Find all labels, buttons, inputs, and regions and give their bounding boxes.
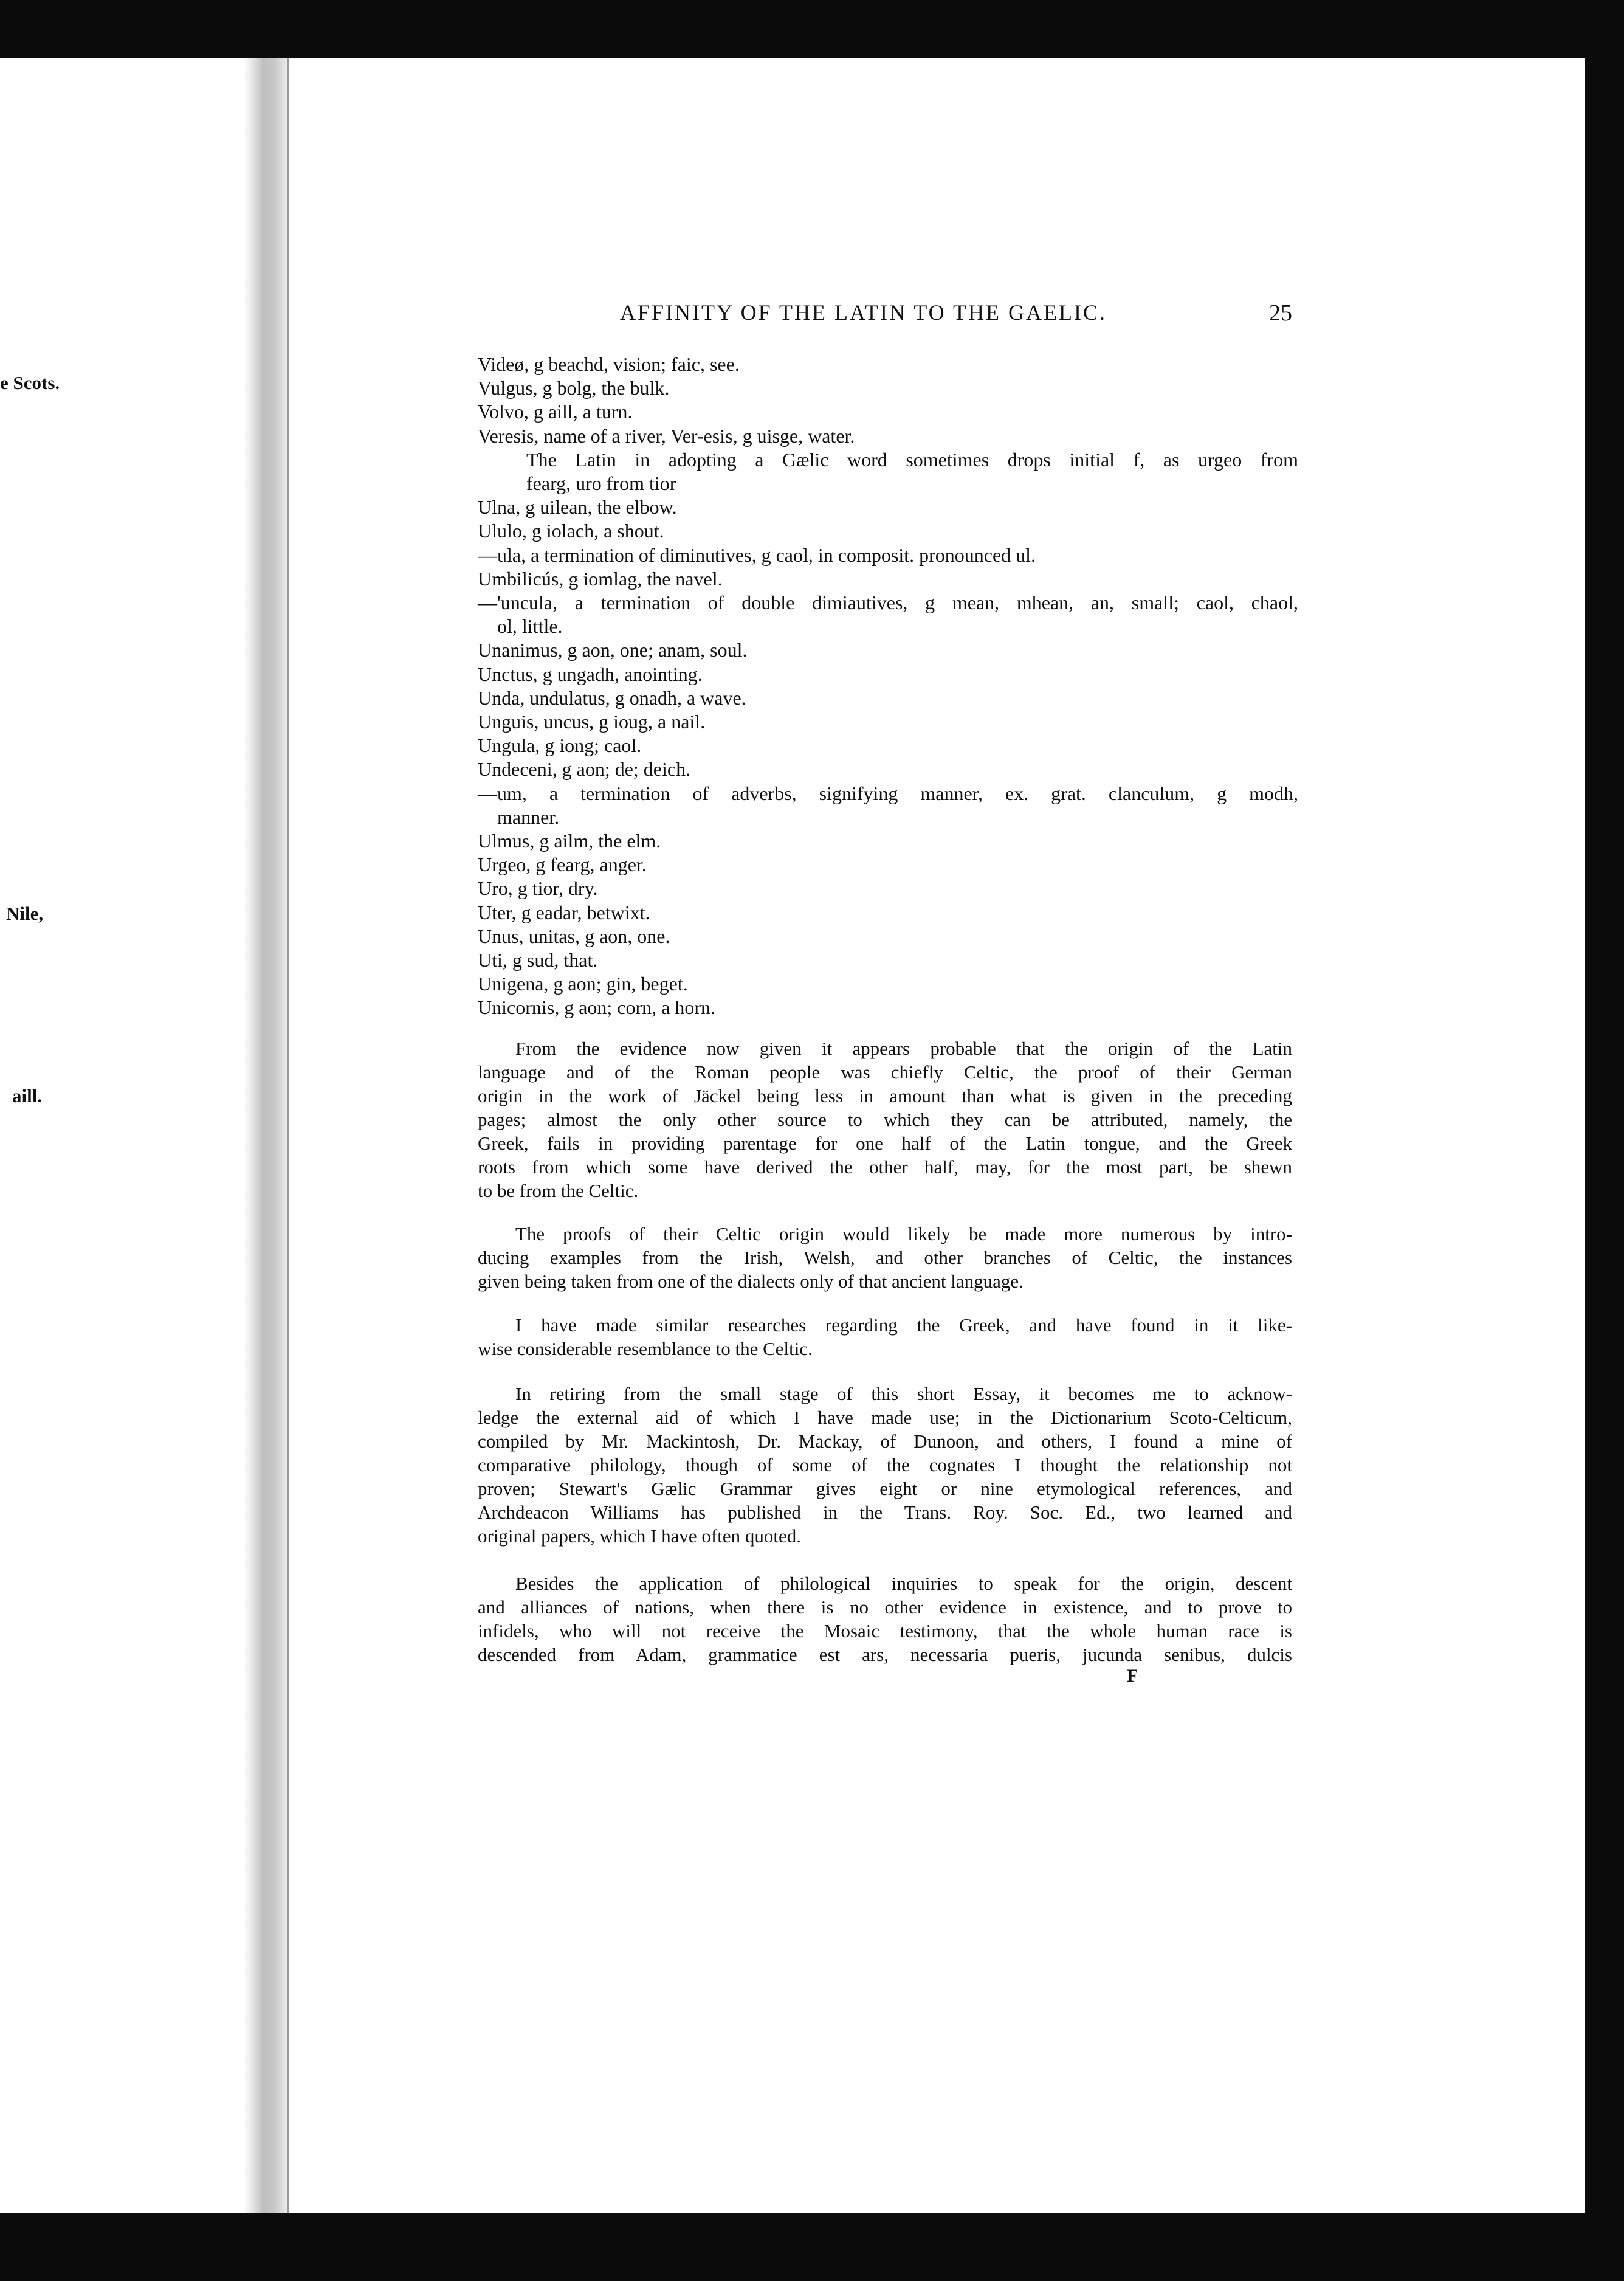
glossary-entry: Urgeo, g fearg, anger. bbox=[478, 854, 647, 876]
glossary-entry: Videø, g beachd, vision; faic, see. bbox=[478, 353, 740, 375]
paragraph-line: Greek, fails in providing parentage for one half of the Latin tongue, and the Greek bbox=[478, 1133, 1292, 1154]
paragraph-line: wise considerable resemblance to the Celtic. bbox=[478, 1338, 813, 1359]
glossary-note: The Latin in adopting a Gælic word sometimes drops initial f, as urgeo from bbox=[526, 448, 1298, 471]
paragraph-philology-uses bbox=[478, 1572, 1292, 1666]
scan-border-right bbox=[1585, 0, 1624, 2281]
signature-mark: F bbox=[1127, 1666, 1138, 1686]
paragraph-line: given being taken from one of the dialects only of that ancient language. bbox=[478, 1271, 1024, 1292]
glossary-entry: Unguis, uncus, g ioug, a nail. bbox=[478, 711, 706, 733]
paragraph-line: infidels, who will not receive the Mosaic testimony, that the whole human race is bbox=[478, 1620, 1292, 1641]
glossary-entry: manner. bbox=[497, 806, 560, 828]
glossary-entry: Volvo, g aill, a turn. bbox=[478, 401, 633, 423]
paragraph-line: origin in the work of Jäckel being less in amount than what is given in the preceding bbox=[478, 1085, 1292, 1106]
glossary-entry: Uro, g tior, dry. bbox=[478, 877, 598, 900]
glossary-entry: Unus, unitas, g aon, one. bbox=[478, 925, 670, 947]
paragraph-line: I have made similar researches regarding the Greek, and have found in it like- bbox=[515, 1314, 1292, 1336]
scan-border-bottom bbox=[0, 2213, 1624, 2281]
glossary-entry: Umbilicús, g iomlag, the navel. bbox=[478, 567, 723, 590]
paragraph-line: From the evidence now given it appears probable that the origin of the Latin bbox=[515, 1038, 1292, 1059]
glossary-entry: Unigena, g aon; gin, beget. bbox=[478, 973, 688, 995]
glossary-entry: —ula, a termination of diminutives, g caol, in composit. pronounced ul. bbox=[478, 544, 1036, 566]
glossary-entry: Uter, g eadar, betwixt. bbox=[478, 901, 650, 923]
book-gutter-line bbox=[287, 58, 289, 2213]
paragraph-line: compiled by Mr. Mackintosh, Dr. Mackay, of Dunoon, and others, I found a mine of bbox=[478, 1430, 1292, 1452]
book-spine-shadow bbox=[243, 58, 289, 2213]
paragraph-line: proven; Stewart's Gælic Grammar gives eight or nine etymological references, and bbox=[478, 1478, 1292, 1499]
paragraph-acknowledgements bbox=[478, 1382, 1292, 1548]
left-page-fragment: e Scots. bbox=[0, 372, 60, 393]
paragraph-line: The proofs of their Celtic origin would likely be made more numerous by intro- bbox=[515, 1223, 1292, 1244]
glossary bbox=[478, 353, 1298, 1020]
scan-border-top bbox=[0, 0, 1624, 58]
glossary-entry: Veresis, name of a river, Ver-esis, g uisge, water. bbox=[478, 424, 855, 447]
paragraph-line: Besides the application of philological inquiries to speak for the origin, descent bbox=[515, 1573, 1292, 1594]
glossary-entry: Unicornis, g aon; corn, a horn. bbox=[478, 996, 716, 1019]
paragraph-line: ducing examples from the Irish, Welsh, and other branches of Celtic, the instances bbox=[478, 1247, 1292, 1268]
paragraph-line: roots from which some have derived the other half, may, for the most part, be shewn bbox=[478, 1156, 1292, 1178]
paragraph-line: descended from Adam, grammatice est ars, necessaria pueris, jucunda senibus, dulcis bbox=[478, 1644, 1292, 1665]
glossary-entry: Ulmus, g ailm, the elm. bbox=[478, 830, 661, 852]
glossary-entry: Unanimus, g aon, one; anam, soul. bbox=[478, 639, 748, 661]
paragraph-line: In retiring from the small stage of this short Essay, it becomes me to acknow- bbox=[515, 1383, 1292, 1404]
paragraph-celtic-proofs bbox=[478, 1222, 1292, 1293]
left-page-fragment: aill. bbox=[12, 1085, 43, 1106]
paragraph-line: pages; almost the only other source to which they can be attributed, namely, the bbox=[478, 1109, 1292, 1130]
glossary-entry: Ulna, g uilean, the elbow. bbox=[478, 496, 677, 519]
paragraph-line: original papers, which I have often quoted. bbox=[478, 1525, 801, 1547]
glossary-entry: Ungula, g iong; caol. bbox=[478, 734, 642, 757]
paragraph-line: Archdeacon Williams has published in the Trans. Roy. Soc. Ed., two learned and bbox=[478, 1502, 1292, 1523]
paragraph-conclusion bbox=[478, 1037, 1292, 1203]
glossary-entry: Unda, undulatus, g onadh, a wave. bbox=[478, 686, 746, 709]
glossary-entry: Undeceni, g aon; de; deich. bbox=[478, 758, 691, 781]
paragraph-line: comparative philology, though of some of the cognates I thought the relationship not bbox=[478, 1454, 1292, 1475]
page-number: 25 bbox=[1269, 300, 1292, 326]
running-head: AFFINITY OF THE LATIN TO THE GAELIC. bbox=[620, 300, 1107, 325]
paragraph-line: to be from the Celtic. bbox=[478, 1180, 639, 1201]
glossary-entry: Vulgus, g bolg, the bulk. bbox=[478, 377, 670, 399]
glossary-entry: Unctus, g ungadh, anointing. bbox=[478, 663, 703, 685]
paragraph-line: and alliances of nations, when there is no other evidence in existence, and to prove to bbox=[478, 1596, 1292, 1618]
glossary-entry: —um, a termination of adverbs, signifying manner, ex. grat. clanculum, g modh, bbox=[478, 782, 1298, 804]
paragraph-line: language and of the Roman people was chiefly Celtic, the proof of their German bbox=[478, 1061, 1292, 1083]
glossary-entry: Uti, g sud, that. bbox=[478, 949, 598, 971]
paragraph-greek-research bbox=[478, 1313, 1292, 1361]
glossary-entry: ol, little. bbox=[497, 615, 563, 638]
glossary-entry: Ululo, g iolach, a shout. bbox=[478, 520, 664, 542]
glossary-entry: —'uncula, a termination of double dimiautives, g mean, mhean, an, small; caol, chaol, bbox=[478, 592, 1298, 614]
glossary-note: fearg, uro from tior bbox=[526, 472, 676, 495]
left-page-fragment: Nile, bbox=[6, 903, 44, 924]
paragraph-line: ledge the external aid of which I have made use; in the Dictionarium Scoto-Celticum, bbox=[478, 1407, 1292, 1428]
